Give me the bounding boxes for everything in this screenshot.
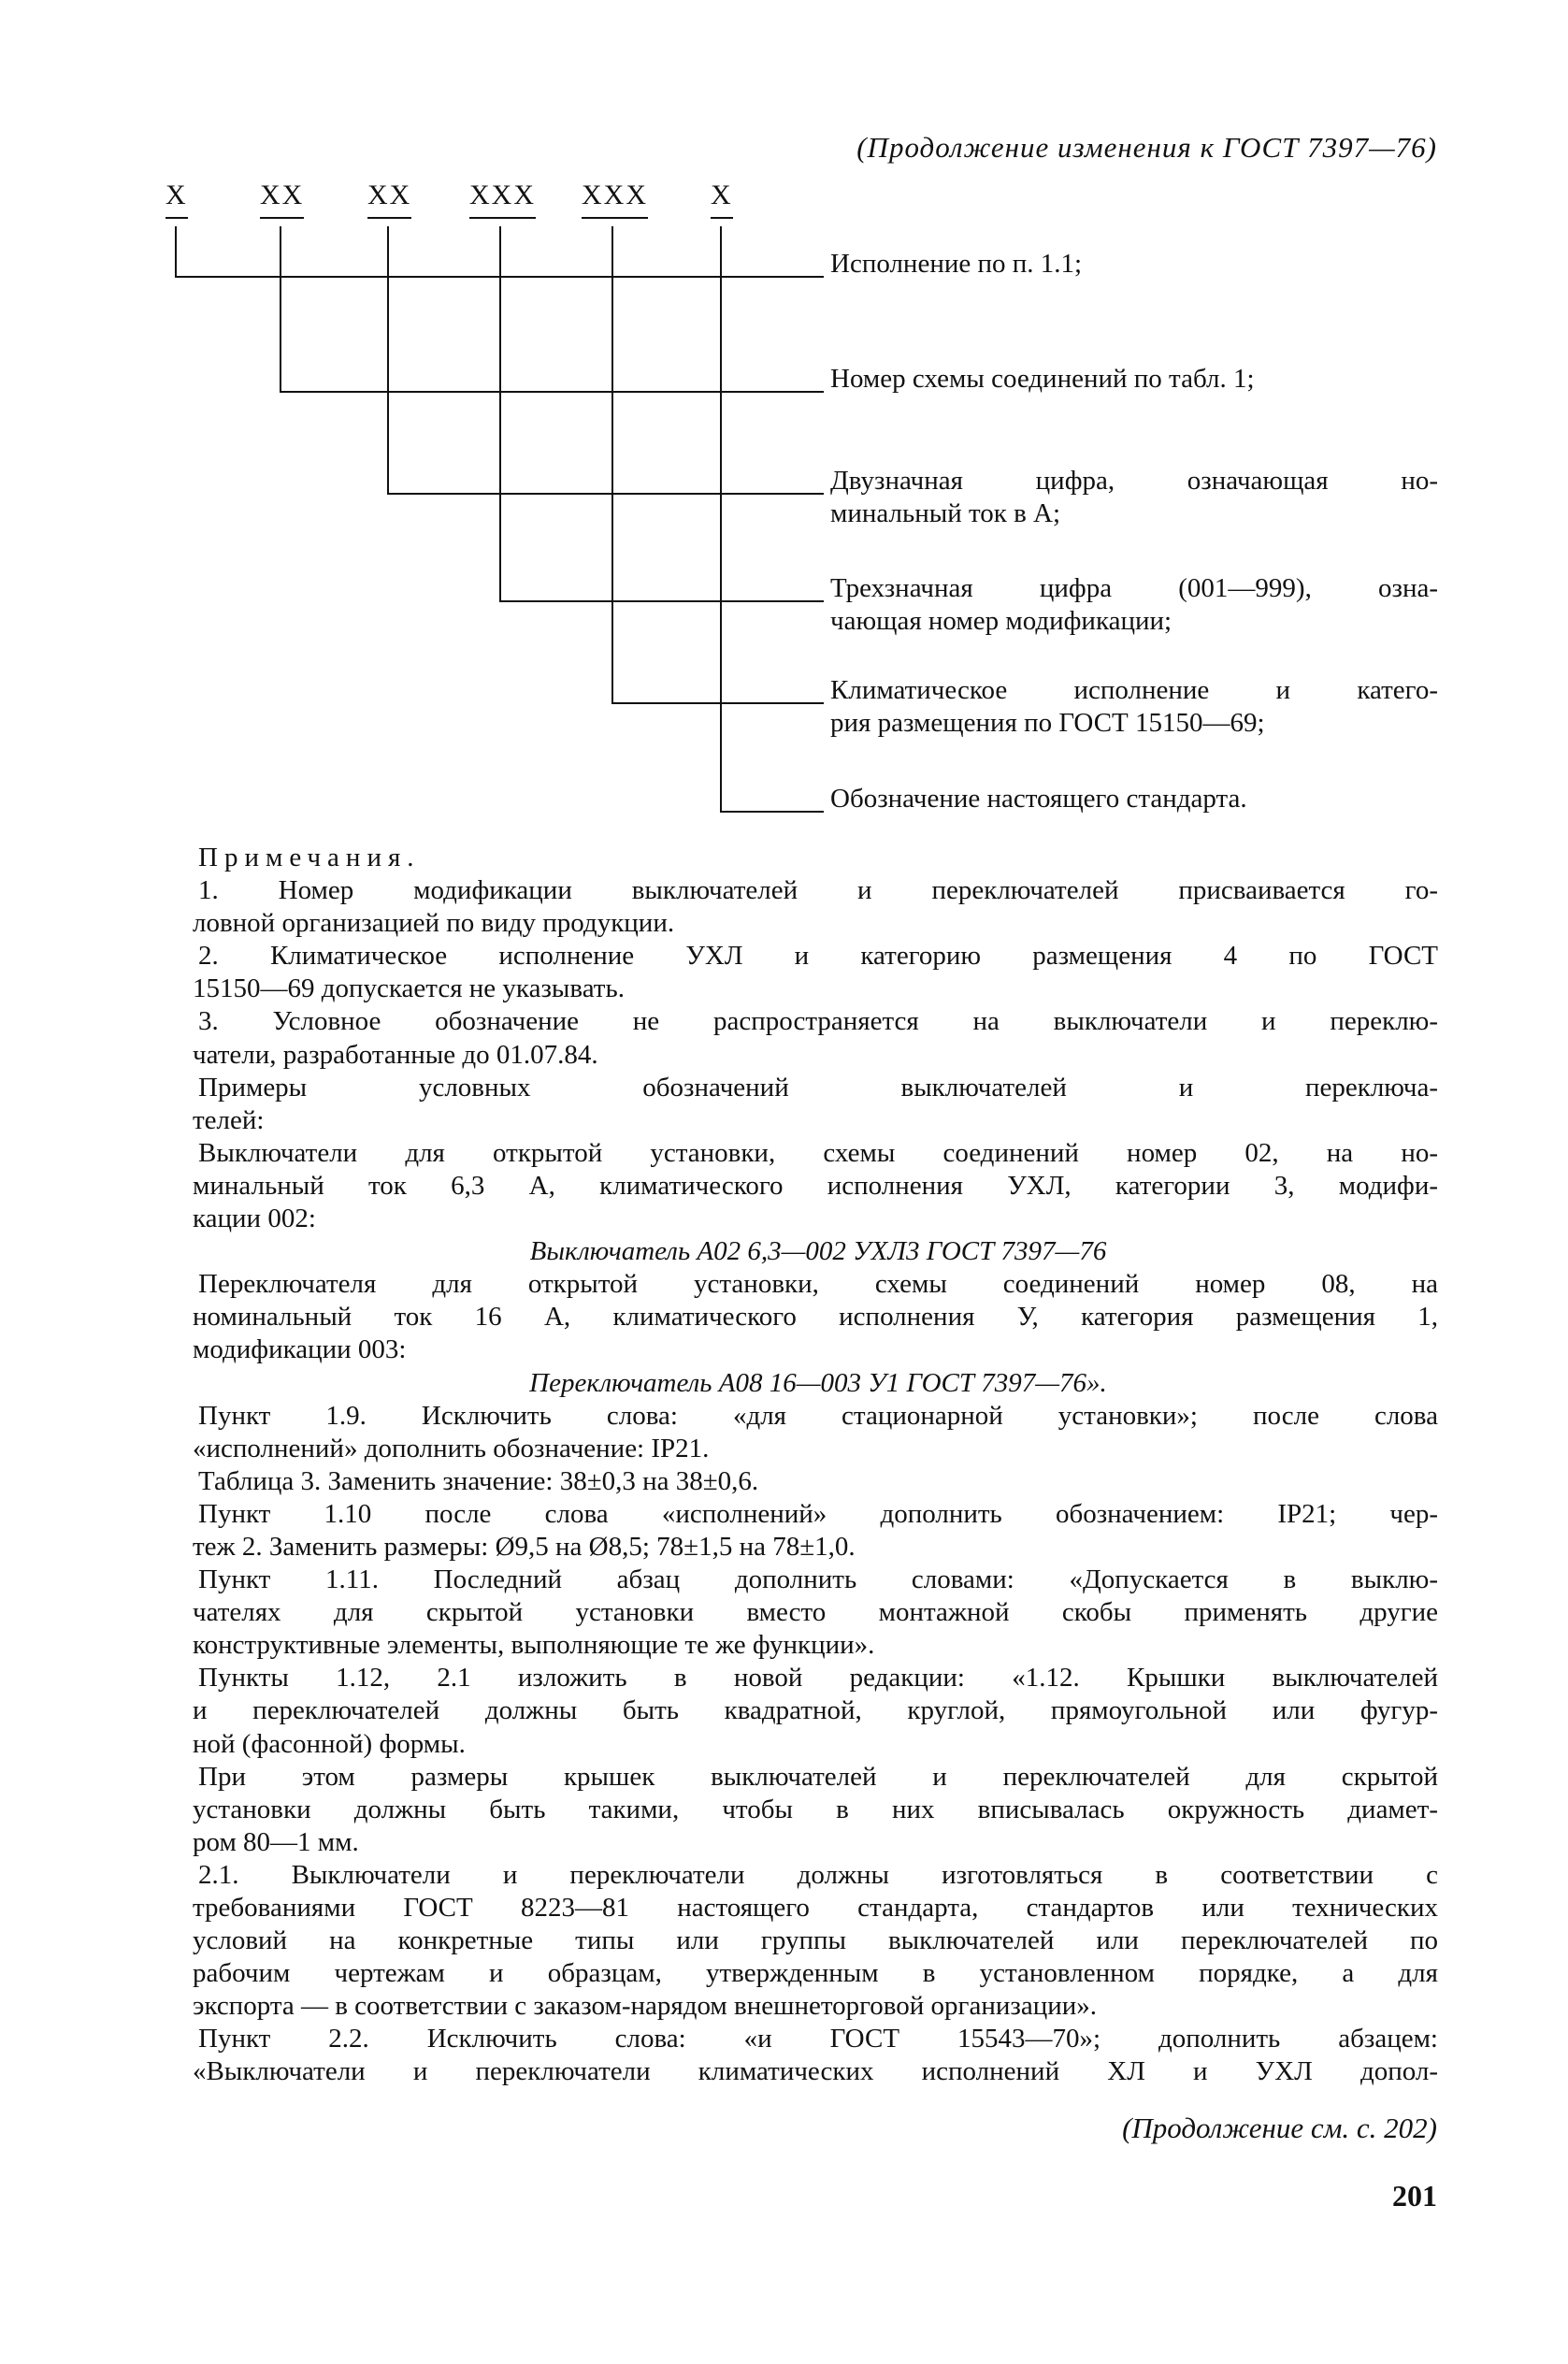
- label-line: Трехзначная цифра (001—999), озна-: [830, 573, 1438, 603]
- text-line: При этом размеры крышек выключателей и переключателей для скрытой: [198, 1761, 1438, 1792]
- text-line: требованиями ГОСТ 8223—81 настоящего стандарта, стандартов или технических: [193, 1893, 1438, 1923]
- code-position: XXX: [469, 180, 536, 211]
- text-line: условий на конкретные типы или группы выключателей или переключателей по: [193, 1925, 1438, 1956]
- text-line: 15150—69 допускается не указывать.: [193, 973, 625, 1004]
- diagram-label: [830, 674, 1438, 740]
- text-line: Примеры условных обозначений выключателей и переключа-: [198, 1072, 1438, 1103]
- text-line: 3. Условное обозначение не распространяется на выключатели и переклю-: [198, 1006, 1438, 1037]
- code-underline: [469, 217, 536, 219]
- code-underline: [260, 217, 304, 219]
- leader-vertical: [720, 226, 722, 813]
- text-line: Выключатели для открытой установки, схемы соединений номер 02, на но-: [198, 1137, 1438, 1168]
- leader-horizontal: [280, 391, 824, 393]
- text-line: Пункт 1.10 после слова «исполнений» дополнить обозначением: IP21; чер-: [198, 1498, 1438, 1529]
- text-line: конструктивные элементы, выполняющие те же функции».: [193, 1630, 875, 1661]
- label-line: Двузначная цифра, означающая но-: [830, 466, 1438, 496]
- text-line: рабочим чертежам и образцам, утвержденным в установленном порядке, а для: [193, 1958, 1438, 1989]
- code-position: XXX: [582, 180, 648, 211]
- diagram-label: [830, 572, 1438, 638]
- code-underline: [367, 217, 411, 219]
- label-line: минальный ток в А;: [830, 498, 1061, 528]
- diagram-label: [830, 465, 1438, 530]
- example-designation: Переключатель А08 16—003 У1 ГОСТ 7397—76».: [529, 1367, 1107, 1398]
- label-line: Исполнение по п. 1.1;: [830, 249, 1083, 279]
- text-line: Пункт 1.9. Исключить слова: «для стационарной установки»; после слова: [198, 1400, 1438, 1431]
- code-position: XX: [260, 180, 304, 211]
- leader-horizontal: [387, 493, 824, 495]
- text-line: Пункт 1.11. Последний абзац дополнить словами: «Допускается в выклю-: [198, 1564, 1438, 1595]
- text-line: ной (фасонной) формы.: [193, 1728, 466, 1759]
- code-underline: [165, 217, 188, 219]
- text-line: теж 2. Заменить размеры: Ø9,5 на Ø8,5; 78±1,5 на 78±1,0.: [193, 1531, 856, 1562]
- text-line: Примечания.: [198, 843, 421, 872]
- code-position: X: [711, 180, 733, 211]
- code-position: XX: [367, 180, 411, 211]
- text-line: модификации 003:: [193, 1334, 407, 1365]
- leader-vertical: [499, 226, 501, 602]
- code-underline: [582, 217, 648, 219]
- label-line: Номер схемы соединений по табл. 1;: [830, 364, 1255, 394]
- diagram-label: [830, 363, 1438, 396]
- text-line: чателях для скрытой установки вместо монтажной скобы применять другие: [193, 1597, 1438, 1628]
- text-line: Переключателя для открытой установки, схемы соединений номер 08, на: [198, 1269, 1438, 1300]
- label-line: Климатическое исполнение и катего-: [830, 675, 1438, 705]
- text-line: ром 80—1 мм.: [193, 1826, 359, 1857]
- text-line: минальный ток 6,3 А, климатического исполнения УХЛ, категории 3, модифи-: [193, 1170, 1438, 1201]
- text-line: телей:: [193, 1104, 265, 1135]
- text-line: и переключателей должны быть квадратной, круглой, прямоугольной или фугур-: [193, 1695, 1438, 1726]
- text-line: Пункты 1.12, 2.1 изложить в новой редакции: «1.12. Крышки выключателей: [198, 1663, 1438, 1694]
- label-line: чающая номер модификации;: [830, 606, 1172, 636]
- document-body: [193, 842, 1438, 2089]
- text-line: установки должны быть такими, чтобы в них вписывалась окружность диамет-: [193, 1794, 1438, 1824]
- code-underline: [711, 217, 733, 219]
- leader-vertical: [175, 226, 177, 278]
- text-line: Таблица 3. Заменить значение: 38±0,3 на 38±0,6.: [198, 1465, 759, 1496]
- text-line: 1. Номер модификации выключателей и переключателей присваивается го-: [198, 875, 1438, 906]
- label-line: Обозначение настоящего стандарта.: [830, 784, 1247, 814]
- diagram-label: [830, 248, 1438, 281]
- text-line: номинальный ток 16 А, климатического исполнения У, категория размещения 1,: [193, 1302, 1438, 1333]
- text-line: кации 002:: [193, 1204, 316, 1234]
- leader-vertical: [280, 226, 281, 393]
- leader-horizontal: [611, 702, 824, 704]
- code-position: X: [165, 180, 188, 211]
- text-line: экспорта — в соответствии с заказом-нарядом внешнеторговой организации».: [193, 1991, 1097, 2022]
- page-number: 201: [1392, 2179, 1437, 2213]
- diagram-label: [830, 783, 1438, 815]
- example-designation: Выключатель А02 6,3—002 УХЛ3 ГОСТ 7397—76: [529, 1236, 1107, 1267]
- text-line: «Выключатели и переключатели климатических исполнений ХЛ и УХЛ допол-: [193, 2056, 1438, 2087]
- text-line: 2. Климатическое исполнение УХЛ и категорию размещения 4 по ГОСТ: [198, 941, 1438, 972]
- leader-horizontal: [499, 600, 824, 602]
- text-line: чатели, разработанные до 01.07.84.: [193, 1039, 598, 1070]
- text-line: ловной организацией по виду продукции.: [193, 908, 675, 939]
- text-line: Пункт 2.2. Исключить слова: «и ГОСТ 15543—70»; дополнить абзацем:: [198, 2024, 1438, 2054]
- text-line: «исполнений» дополнить обозначение: IP21.: [193, 1433, 710, 1463]
- leader-vertical: [387, 226, 389, 495]
- continuation-header: (Продолжение изменения к ГОСТ 7397—76): [856, 131, 1437, 164]
- label-line: рия размещения по ГОСТ 15150—69;: [830, 708, 1265, 738]
- leader-horizontal: [720, 811, 824, 813]
- text-line: 2.1. Выключатели и переключатели должны изготовляться в соответствии с: [198, 1859, 1438, 1890]
- leader-vertical: [611, 226, 613, 704]
- continuation-footer: (Продолжение см. с. 202): [1122, 2112, 1437, 2144]
